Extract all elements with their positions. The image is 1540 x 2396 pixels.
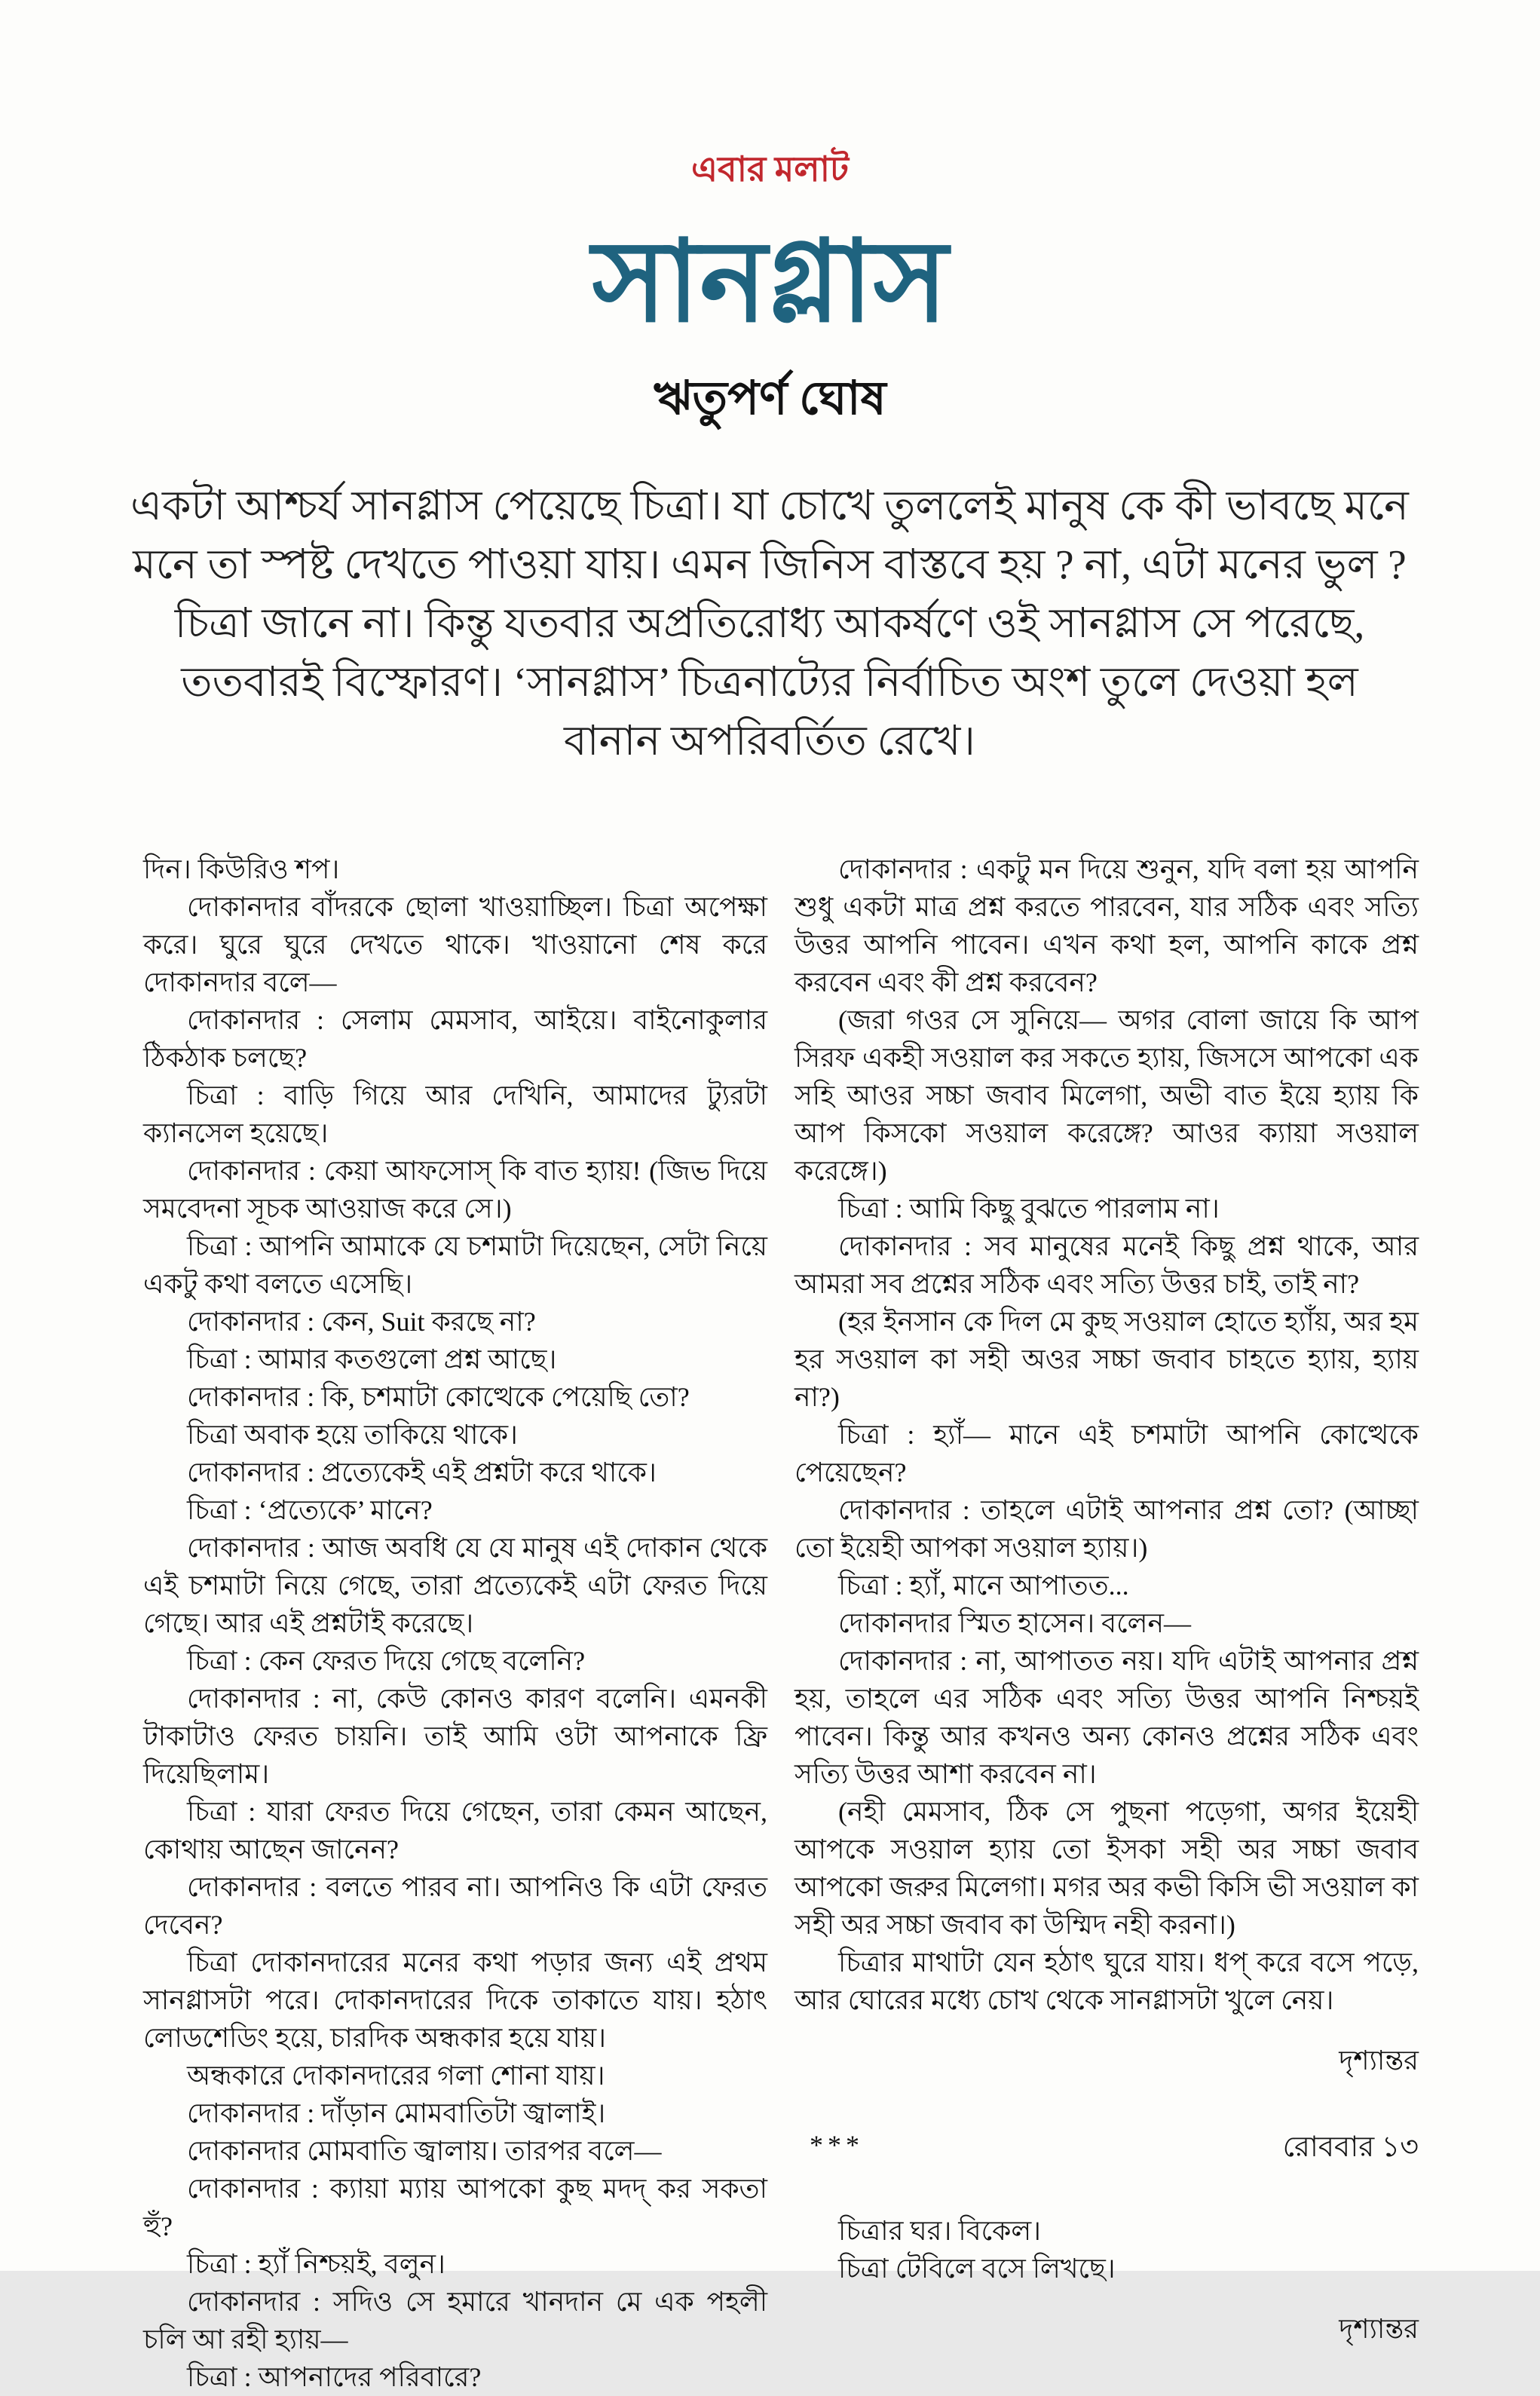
script-paragraph: চিত্রা : হ্যাঁ নিশ্চয়ই, বলুন। [187,2249,445,2279]
article-title: সানগ্লাস [592,220,948,345]
script-paragraph: দোকানদার : আজ অবধি যে যে মানুষ এই দোকান থেকে এই চশমাটা নিয়ে গেছে, তারা প্রত্যেকেই এটা ফেরত দিয়ে গেছে। আর এই প্রশ্নটাই করেছে। [143,1533,767,1638]
script-paragraph: চিত্রা : হ্যাঁ— মানে এই চশমাটা আপনি কোত্থেকে পেয়েছেন? [794,1420,1419,1488]
script-paragraph: চিত্রা : যারা ফেরত দিয়ে গেছেন, তারা কেমন আছেন, কোথায় আছেন জানেন? [143,1797,767,1864]
script-paragraph: দোকানদার : কি, চশমাটা কোত্থেকে পেয়েছি তো? [187,1382,690,1412]
script-paragraph: অন্ধকারে দোকানদারের গলা শোনা যায়। [187,2060,605,2091]
script-paragraph: চিত্রার মাথাটা যেন হঠাৎ ঘুরে যায়। ধপ্ করে বসে পড়ে, আর ঘোরের মধ্যে চোখ থেকে সানগ্লাসটা খুলে নেয়। [794,1947,1419,2015]
script-paragraph: চিত্রা : আমার কতগুলো প্রশ্ন আছে। [187,1344,557,1374]
script-paragraph: দোকানদার স্মিত হাসেন। বলেন— [838,1608,1191,1638]
scene-transition-label: দৃশ্যান্তর [1339,2314,1419,2344]
script-paragraph: চিত্রা দোকানদারের মনের কথা পড়ার জন্য এই প্রথম সানগ্লাসটা পরে। দোকানদারের দিকে তাকাতে যায়। হঠাৎ লোডশেডিং হয়ে, চারদিক অন্ধকার হয়ে যায়। [143,1947,767,2053]
left-column [143,850,767,2396]
script-paragraph: দোকানদার : কেয়া আফসোস্ কি বাত হ্যায়! (জিভ দিয়ে সমবেদনা সূচক আওয়াজ করে সে।) [143,1156,767,1224]
script-paragraph: দোকানদার : সদিও সে হমারে খানদান মে এক পহলী চলি আ রহী হ্যায়— [143,2287,767,2355]
script-paragraph: চিত্রা : আপনি আমাকে যে চশমাটা দিয়েছেন, সেটা নিয়ে একটু কথা বলতে এসেছি। [143,1231,767,1299]
script-paragraph: দোকানদার : না, কেউ কোনও কারণ বলেনি। এমনকী টাকাটাও ফেরত চায়নি। তাই আমি ওটা আপনাকে ফ্রি দিয়েছিলাম। [143,1684,767,1789]
scene-transition-label: দৃশ্যান্তর [1339,2045,1419,2076]
script-paragraph: দোকানদার : তাহলে এটাই আপনার প্রশ্ন তো? (আচ্ছা তো ইয়েহী আপকা সওয়াল হ্যায়।) [794,1495,1419,1563]
script-paragraph: দোকানদার বাঁদরকে ছোলা খাওয়াচ্ছিল। চিত্রা অপেক্ষা করে। ঘুরে ঘুরে দেখতে থাকে। খাওয়ানো শেষ করে দোকানদার বলে— [143,892,767,997]
script-paragraph: দোকানদার : ক্যায়া ম্যায় আপকো কুছ মদদ্ কর সকতা হুঁ? [143,2174,767,2241]
script-paragraph: দোকানদার : না, আপাতত নয়। যদি এটাই আপনার প্রশ্ন হয়, তাহলে এর সঠিক এবং সত্যি উত্তর আপনি নিশ্চয়ই পাবেন। কিন্তু আর কখনও অন্য কোনও প্রশ্নের সঠিক এবং সত্যি উত্তর আশা করবেন না। [794,1646,1419,1789]
script-paragraph: *** [810,2130,864,2160]
script-paragraph: চিত্রা : কেন ফেরত দিয়ে গেছে বলেনি? [187,1646,586,1676]
script-paragraph: (হর ইনসান কে দিল মে কুছ সওয়াল হোতে হ্যাঁয়, অর হম হর সওয়াল কা সহী অওর সচ্চা জবাব চাহতে হ্যায়, হ্যায় না?) [794,1307,1419,1412]
intro-paragraph: একটা আশ্চর্য সানগ্লাস পেয়েছে চিত্রা। যা চোখে তুললেই মানুষ কে কী ভাবছে মনে মনে তা স্পষ্ট দেখতে পাওয়া যায়। এমন জিনিস বাস্তবে হয় ? না, এটা মনের ভুল ? চিত্রা জানে না। কিন্তু যতবার অপ্রতিরোধ্য আকর্ষণে ওই সানগ্লাস সে পরেছে, ততবারই বিস্ফোরণ। ‘সানগ্লাস’ চিত্রনাট্যের নির্বাচিত অংশ তুলে দেওয়া হল বানান অপরিবর্তিত রেখে। [130,483,1409,764]
script-body [143,850,1419,2396]
script-paragraph: চিত্রা : ‘প্রত্যেকে’ মানে? [187,1495,433,1525]
script-paragraph: চিত্রা : আমি কিছু বুঝতে পারলাম না। [838,1193,1220,1224]
script-paragraph: চিত্রা টেবিলে বসে লিখছে। [838,2254,1116,2284]
script-paragraph: দিন। কিউরিও শপ। [143,854,340,884]
script-paragraph: দোকানদার : কেন, Suit করছে না? [187,1307,536,1337]
script-paragraph: দোকানদার : একটু মন দিয়ে শুনুন, যদি বলা হয় আপনি শুধু একটা মাত্র প্রশ্ন করতে পারবেন, যার সঠিক এবং সত্যি উত্তর আপনি পাবেন। এখন কথা হল, আপনি কাকে প্রশ্ন করবেন এবং কী প্রশ্ন করবেন? [794,854,1419,997]
script-paragraph: দোকানদার : প্রত্যেকেই এই প্রশ্নটা করে থাকে। [187,1457,657,1488]
script-paragraph: (নহী মেমসাব, ঠিক সে পুছনা পড়েগা, অগর ইয়েহী আপকে সওয়াল হ্যায় তো ইসকা সহী অর সচ্চা জবাব আপকো জরুর মিলেগা। মগর অর কভী কিসি ভী সওয়াল কা সহী অর সচ্চা জবাব কা উম্মিদ নহী করনা।) [794,1797,1419,1940]
script-paragraph: দোকানদার : বলতে পারব না। আপনিও কি এটা ফেরত দেবেন? [143,1872,767,1940]
author-name: ঋতুপর্ণ ঘোষ [654,373,886,424]
script-paragraph: চিত্রা : হ্যাঁ, মানে আপাতত... [838,1570,1129,1601]
script-paragraph: (জরা গওর সে সুনিয়ে— অগর বোলা জায়ে কি আপ সিরফ একহী সওয়াল কর সকতে হ্যায়, জিসসে আপকো এক সহি আওর সচ্চা জবাব মিলেগা, অভী বাত ইয়ে হ্যায় কি আপ কিসকো সওয়াল করেঙ্গে? আওর ক্যায়া সওয়াল করেঙ্গে।) [794,1005,1419,1186]
section-kicker: এবার মলাট [691,150,849,188]
script-paragraph: দোকানদার : সব মানুষের মনেই কিছু প্রশ্ন থাকে, আর আমরা সব প্রশ্নের সঠিক এবং সত্যি উত্তর চাই, তাই না? [794,1231,1419,1299]
script-paragraph: চিত্রার ঘর। বিকেল। [838,2216,1042,2246]
script-paragraph: চিত্রা : আপনাদের পরিবারে? [187,2362,482,2392]
script-paragraph: দোকানদার : দাঁড়ান মোমবাতিটা জ্বালাই। [187,2098,606,2128]
script-paragraph: চিত্রা : বাড়ি গিয়ে আর দেখিনি, আমাদের ট্যুরটা ক্যানসেল হয়েছে। [143,1080,767,1148]
script-paragraph: চিত্রা অবাক হয়ে তাকিয়ে থাকে। [187,1420,518,1450]
script-paragraph: দোকানদার মোমবাতি জ্বালায়। তারপর বলে— [187,2136,662,2166]
script-paragraph: দোকানদার : সেলাম মেমসাব, আইয়ে। বাইনোকুলার ঠিকঠাক চলছে? [143,1005,767,1073]
page-footer-folio: রোববার ১৩ [1282,2131,1419,2163]
